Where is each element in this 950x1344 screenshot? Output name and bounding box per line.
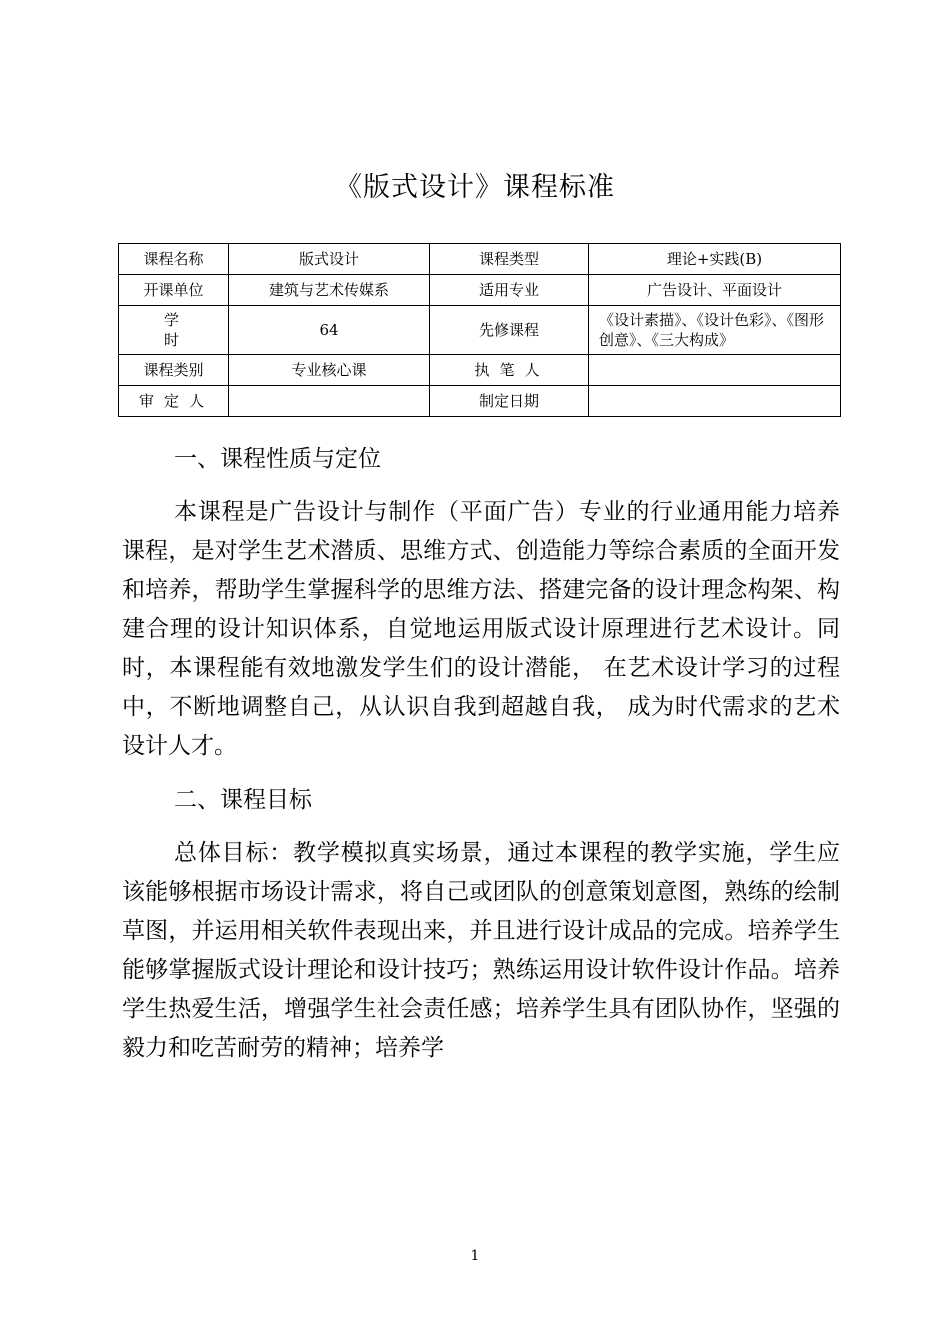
table-row (119, 244, 841, 275)
course-info-table (118, 243, 841, 417)
table-cell: 课程类别 (119, 355, 229, 386)
body-text (122, 440, 840, 1068)
table-cell (229, 386, 430, 417)
table-cell: 执笔人 (430, 355, 589, 386)
section-heading: 一、课程性质与定位 (174, 446, 381, 472)
table-cell: 先修课程 (430, 306, 589, 355)
table-cell: 理论+实践(B) (589, 244, 841, 275)
table-cell: 适用专业 (430, 275, 589, 306)
section-paragraph: 总体目标：教学模拟真实场景，通过本课程的教学实施，学生应该能够根据市场设计需求，将自己或团队的创意策划意图，熟练的绘制草图，并运用相关软件表现出来，并且进行设计成品的完成。培养学生能够掌握版式设计理论和设计技巧；熟练运用设计软件设计作品。培养学生热爱生活，增强学生社会责任感；培养学生具有团队协作，坚强的毅力和吃苦耐劳的精神；培养学 (122, 840, 840, 1061)
table-row (119, 275, 841, 306)
table-cell: 专业核心课 (229, 355, 430, 386)
table-cell (589, 386, 841, 417)
table-cell: 开课单位 (119, 275, 229, 306)
page-title: 《版式设计》课程标准 (335, 172, 615, 203)
table-cell: 课程名称 (119, 244, 229, 275)
table-cell: 学时 (119, 306, 229, 355)
table-cell: 制定日期 (430, 386, 589, 417)
table-cell: 64 (229, 306, 430, 355)
table-cell: 版式设计 (229, 244, 430, 275)
section-paragraph: 本课程是广告设计与制作（平面广告）专业的行业通用能力培养课程，是对学生艺术潜质、思维方式、创造能力等综合素质的全面开发和培养，帮助学生掌握科学的思维方法、搭建完备的设计理念构架、构建合理的设计知识体系，自觉地运用版式设计原理进行艺术设计。同时，本课程能有效地激发学生们的设计潜能， 在艺术设计学习的过程中，不断地调整自己，从认识自我到超越自我， 成为时代需求的艺术设计人才。 (122, 499, 840, 759)
table-row (119, 355, 841, 386)
table-cell: 课程类型 (430, 244, 589, 275)
table-cell: 审定人 (119, 386, 229, 417)
page-number: 1 (470, 1248, 480, 1264)
table-cell: 广告设计、平面设计 (589, 275, 841, 306)
table-cell (589, 355, 841, 386)
table-row (119, 306, 841, 355)
table-cell: 《设计素描》、《设计色彩》、《图形创意》、《三大构成》 (589, 306, 841, 355)
section-heading: 二、课程目标 (174, 787, 312, 813)
table-cell: 建筑与艺术传媒系 (229, 275, 430, 306)
table-row (119, 386, 841, 417)
